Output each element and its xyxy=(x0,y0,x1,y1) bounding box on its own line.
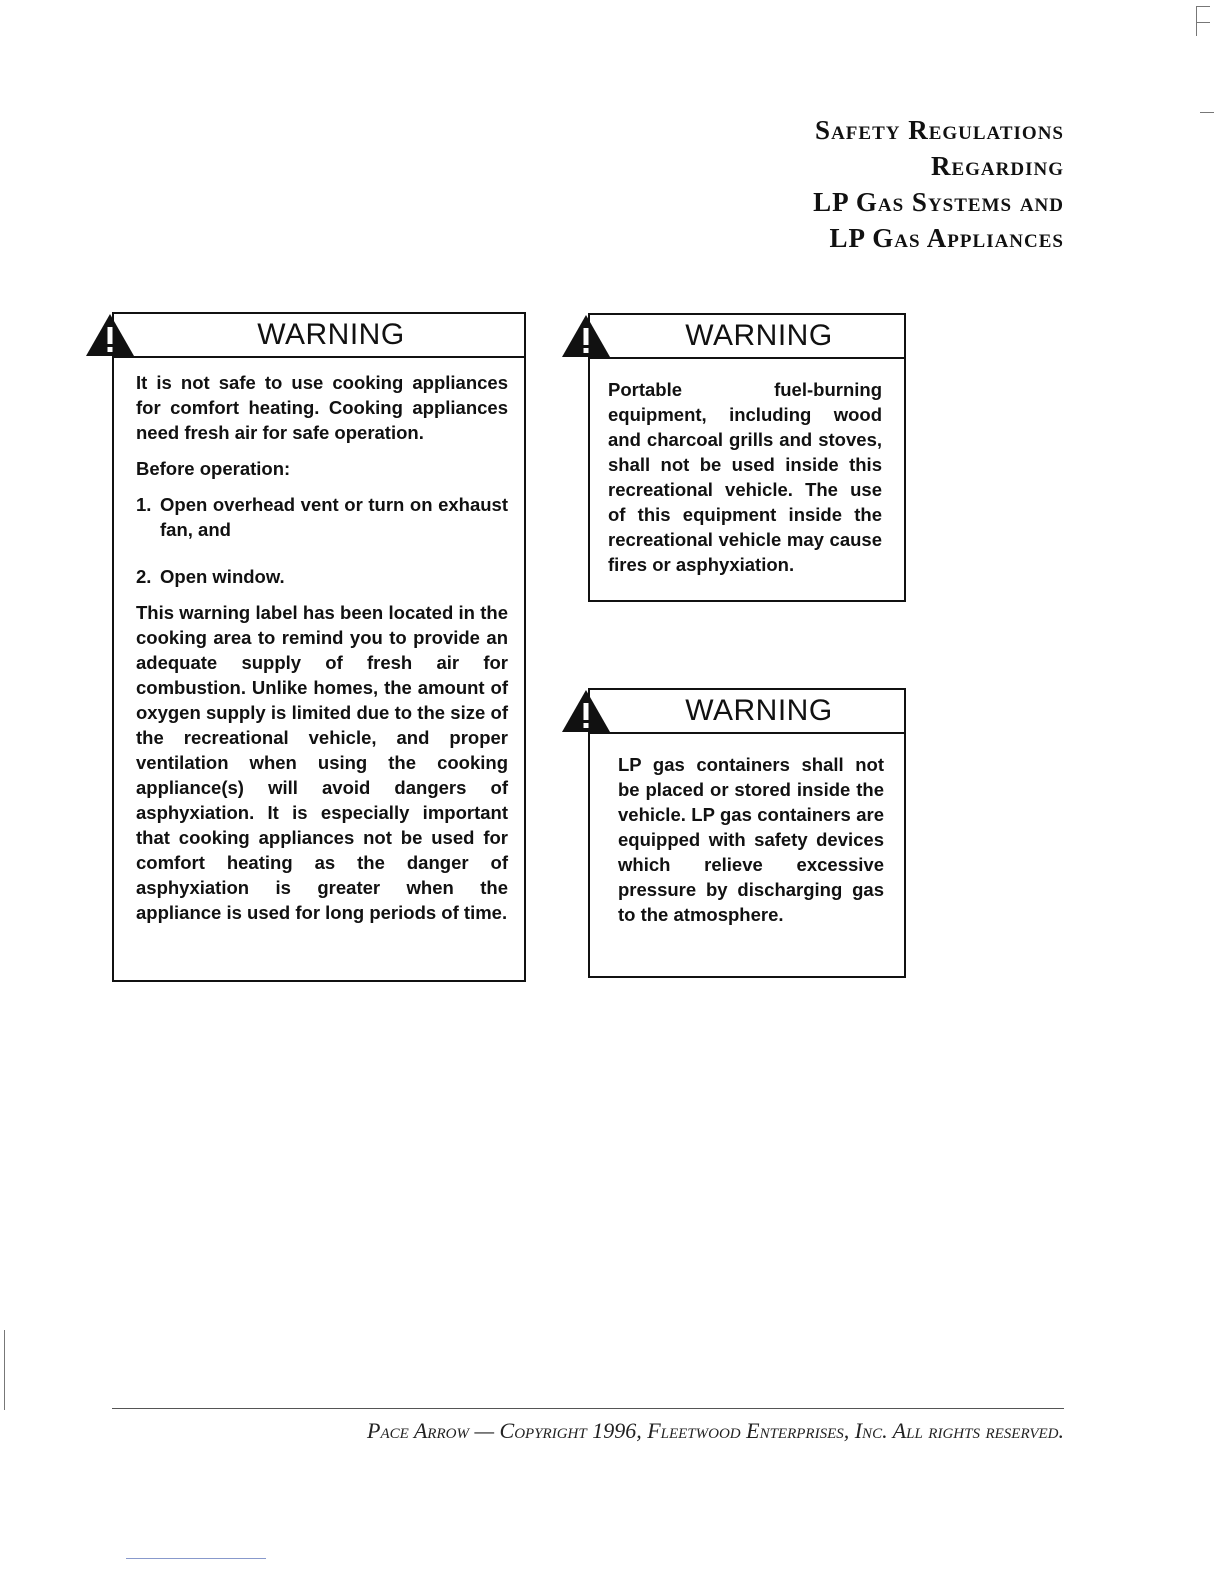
warning-title: WARNING xyxy=(685,319,833,352)
warning-intro: It is not safe to use cooking appliances for comfort heating. Cooking appliances need fresh air for safe operation. xyxy=(136,372,508,443)
list-text: Open overhead vent or turn on exhaust fan, and xyxy=(160,494,508,540)
copyright-footer: Pace Arrow — Copyright 1996, Fleetwood Enterprises, Inc. All rights reserved. xyxy=(367,1418,1064,1443)
heading-line: LP Gas Systems and xyxy=(813,187,1064,217)
heading-line: Safety Regulations xyxy=(815,115,1064,145)
warning-title: WARNING xyxy=(257,318,405,351)
before-operation-label: Before operation: xyxy=(136,458,291,479)
list-number: 2. xyxy=(136,566,152,587)
list-item xyxy=(136,492,508,542)
warning-triangle-icon xyxy=(560,313,612,359)
list-item xyxy=(136,564,508,589)
page-heading xyxy=(664,112,1064,256)
warning-triangle-icon xyxy=(560,688,612,734)
warning-paragraph: This warning label has been located in the cooking area to remind you to provide an adequate supply of fresh air for combustion. Unlike homes, the amount of oxygen supply is limited due to the size of the recreational vehicle, and proper ventilation when using the cooking appliance(s) will avoid dangers of asphyxiation. It is especially important that cooking appliances not be used for comfort heating as the danger of asphyxiation is greater when the appliance is used for long periods of time. xyxy=(136,602,508,923)
scan-artifact xyxy=(1196,6,1197,36)
heading-line: Regarding xyxy=(930,151,1064,181)
warning-header xyxy=(590,315,904,359)
warning-paragraph: LP gas containers shall not be placed or stored inside the vehicle. LP gas containers are equipped with safety devices which relieve excessive pressure by discharging gas to the atmosphere. xyxy=(618,754,884,925)
scan-artifact xyxy=(1196,22,1210,23)
warning-body xyxy=(136,370,508,936)
scan-artifact xyxy=(126,1558,266,1559)
warning-triangle-icon xyxy=(84,312,136,358)
warning-header xyxy=(590,690,904,734)
list-text: Open window. xyxy=(160,566,285,587)
warning-paragraph: Portable fuel-burning equipment, including wood and charcoal grills and stoves, shall not be used inside this recreational vehicle. The use of this equipment inside the recreational vehicle may cause fires or asphyxiation. xyxy=(608,379,882,575)
warning-title: WARNING xyxy=(685,694,833,727)
cooking-warning-box xyxy=(112,312,526,982)
warning-body xyxy=(608,377,882,588)
list-number: 1. xyxy=(136,494,152,515)
heading-line: LP Gas Appliances xyxy=(829,223,1064,253)
lp-containers-warning-box xyxy=(588,688,906,978)
warning-header xyxy=(114,314,524,358)
scan-artifact xyxy=(1200,112,1214,113)
scan-artifact xyxy=(1196,6,1210,7)
portable-equipment-warning-box xyxy=(588,313,906,602)
warning-body xyxy=(618,752,884,938)
footer-divider xyxy=(112,1408,1064,1409)
scan-artifact xyxy=(4,1330,5,1410)
